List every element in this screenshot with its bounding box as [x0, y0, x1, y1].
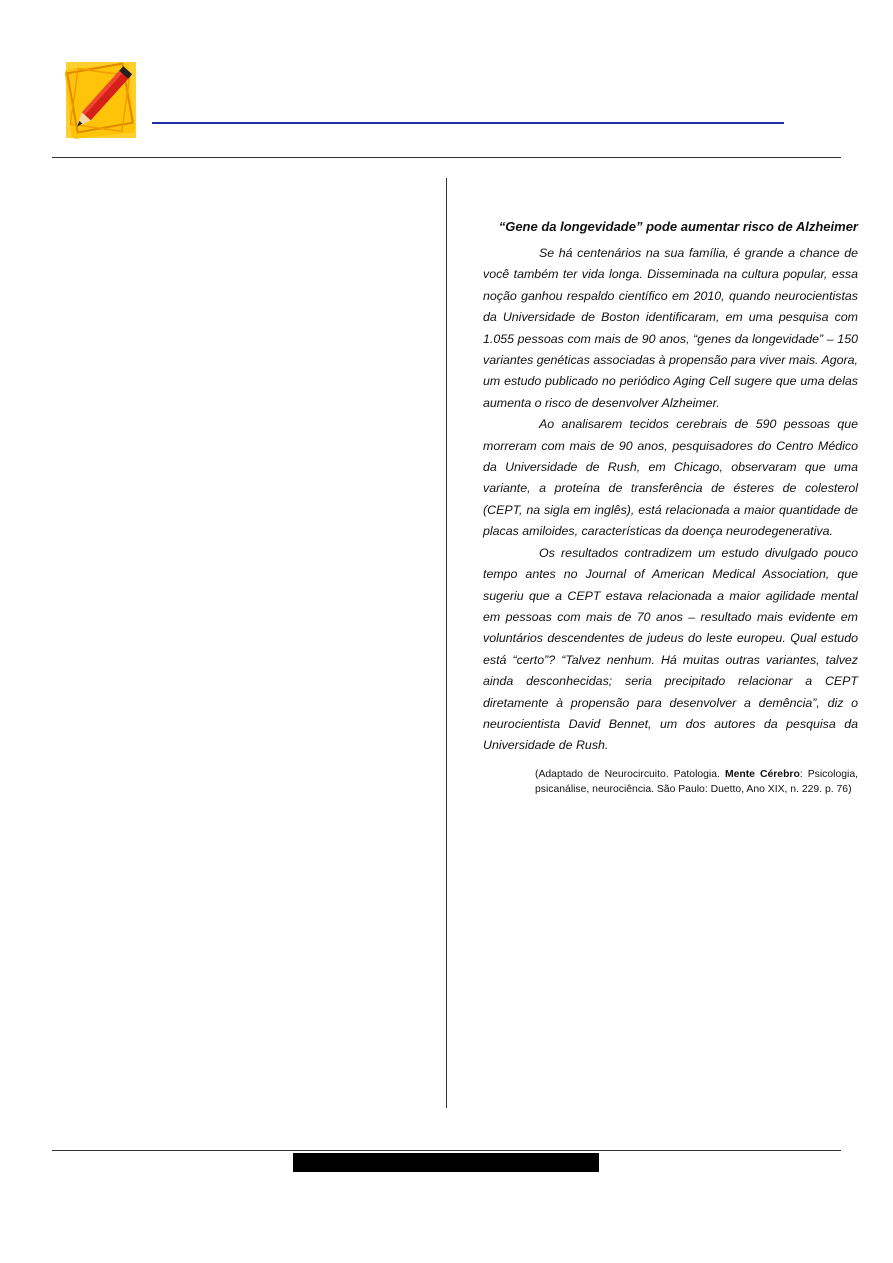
article-paragraph-2: Ao analisarem tecidos cerebrais de 590 pessoas que morreram com mais de 90 anos, pesquisadores do Centro Médico da Universidade de Rush, em Chicago, observaram que uma variante, a proteína de transferência de ésteres de colesterol (CEPT, na sigla em inglês), está relacionada a maior quantidade de placas amiloides, características da doença neurodegenerativa.	[483, 417, 858, 539]
header-divider	[52, 157, 841, 158]
article-paragraph-3: Os resultados contradizem um estudo divulgado pouco tempo antes no Journal of American Medical Association, que sugeriu que a CEPT estava relacionada a maior agilidade mental em pessoas com mais de 70 anos – resultado mais evidente em voluntários descendentes de judeus do leste europeu. Qual estudo está “certo”? “Talvez nenhum. Há muitas outras variantes, talvez ainda desconhecidas; seria precipitado relacionar a CEPT diretamente à propensão para desenvolver a demência”, diz o neurocientista David Bennet, um dos autores da pesquisa da Universidade de Rush.	[483, 545, 858, 753]
header-blue-rule	[152, 122, 784, 124]
source-citation	[535, 767, 858, 797]
article-title: “Gene da longevidade” pode aumentar risco de Alzheimer	[498, 219, 858, 234]
source-prefix: (Adaptado de Neurocircuito. Patologia.	[535, 768, 725, 780]
source-magazine: Mente Cérebro	[724, 768, 800, 780]
pencil-logo-icon	[64, 60, 138, 140]
column-divider	[446, 178, 447, 1108]
footer-bar	[293, 1153, 599, 1172]
source-suffix: : Psicologia, psicanálise, neurociência. São Paulo: Duetto, Ano XIX, n. 229. p. 76)	[535, 768, 858, 795]
article	[483, 217, 858, 797]
article-paragraph-1: Se há centenários na sua família, é grande a chance de você também ter vida longa. Disseminada na cultura popular, essa noção ganhou respaldo científico em 2010, quando neurocientistas da Universidade de Boston identificaram, em uma pesquisa com 1.055 pessoas com mais de 90 anos, “genes da longevidade” – 150 variantes genéticas associadas à propensão para viver mais. Agora, um estudo publicado no periódico Aging Cell sugere que uma delas aumenta o risco de desenvolver Alzheimer.	[483, 246, 858, 410]
footer-divider	[52, 1150, 841, 1151]
